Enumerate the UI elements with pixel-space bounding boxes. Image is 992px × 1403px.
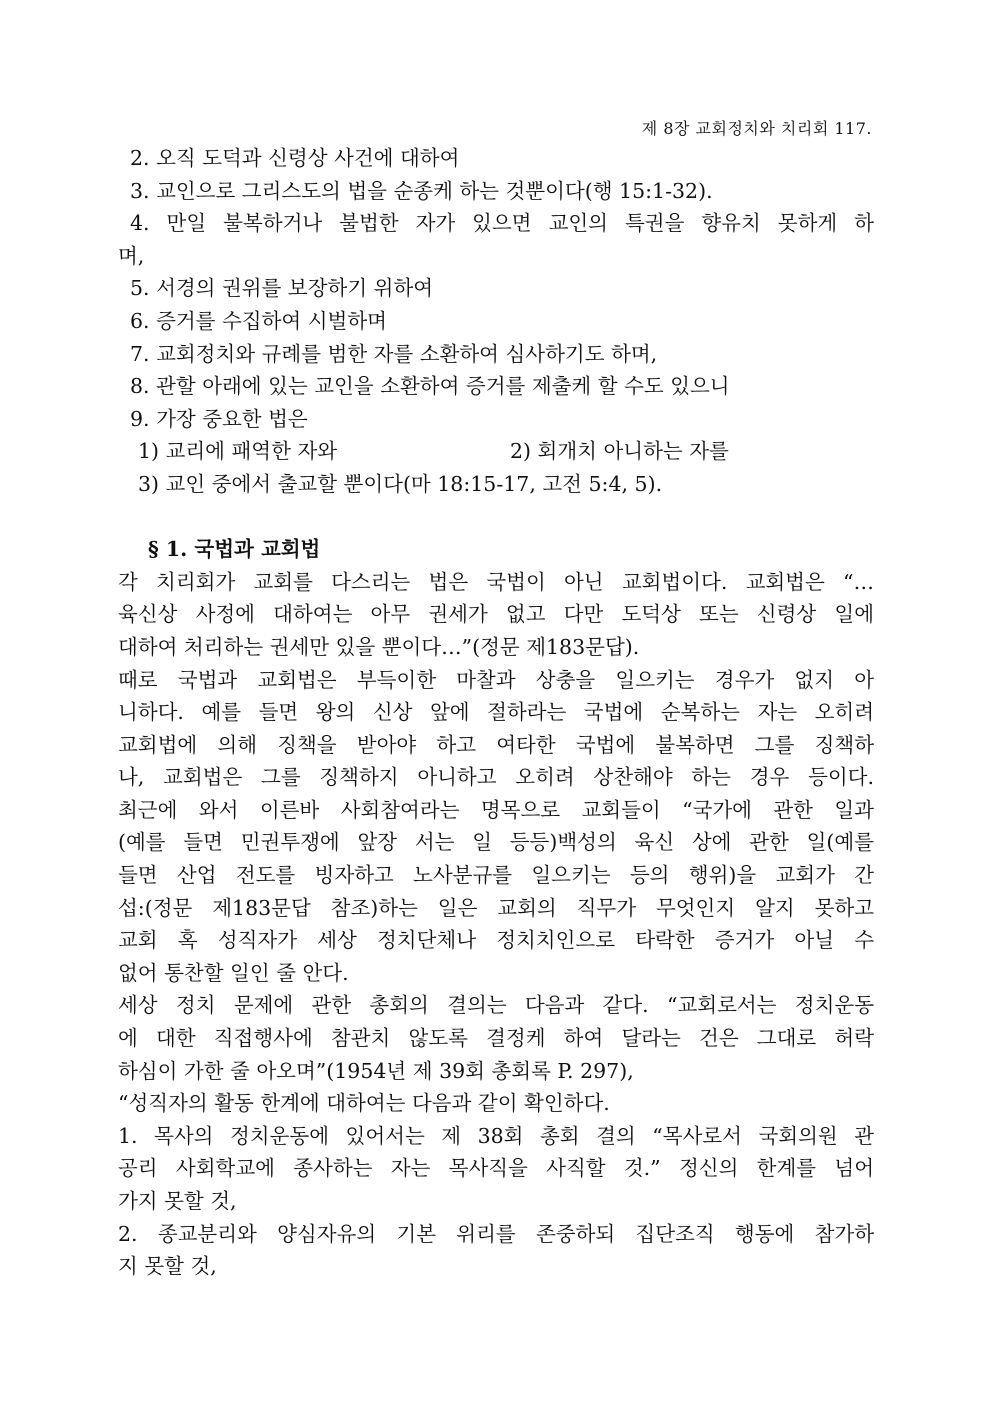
paragraph-line: 지 못할 것, xyxy=(118,1254,217,1279)
list-item: 5. 서경의 권위를 보장하기 위하여 xyxy=(130,276,434,301)
paragraph-line: 교회 혹 성직자가 세상 정치단체나 정치치인으로 타락한 증거가 아닐 수 xyxy=(118,928,874,953)
paragraph-line: 없어 통찬할 일인 줄 안다. xyxy=(118,960,349,985)
sub-item-row xyxy=(118,435,874,468)
paragraph-line: 공리 사회학교에 종사하는 자는 목사직을 사직할 것.” 정신의 한계를 넘어 xyxy=(118,1156,874,1181)
paragraph-line: 육신상 사정에 대하여는 아무 권세가 없고 다만 도덕상 또는 신령상 일에 xyxy=(118,602,874,627)
paragraph-line: 대하여 처리하는 권세만 있을 뿐이다…”(정문 제183문답). xyxy=(118,634,640,659)
body-text xyxy=(118,142,874,1283)
list-item: 3. 교인으로 그리스도의 법을 순종케 하는 것뿐이다(행 15:1-32). xyxy=(130,178,713,203)
paragraph-line: 섭:(정문 제183문답 참조)하는 일은 교회의 직무가 무엇인지 알지 못하고 xyxy=(118,895,874,920)
list-item: 2. 오직 도덕과 신령상 사건에 대하여 xyxy=(130,146,460,170)
paragraph-line: 하심이 가한 줄 아오며”(1954년 제 39회 총회록 P. 297), xyxy=(118,1058,634,1083)
running-header: 제 8장 교회정치와 치리회 117. xyxy=(641,119,872,138)
paragraph-line: “성직자의 활동 한계에 대하여는 다음과 같이 확인하다. xyxy=(118,1091,610,1116)
paragraph-line: 에 대한 직접행사에 참관치 않도록 결정케 하여 달라는 건은 그대로 허락 xyxy=(118,1026,874,1051)
section-heading: § 1. 국법과 교회법 xyxy=(148,537,321,562)
paragraph-line: 1. 목사의 정치운동에 있어서는 제 38회 총회 결의 “목사로서 국회의원 관 xyxy=(118,1123,874,1148)
list-item: 4. 만일 불복하거나 불법한 자가 있으면 교인의 특권을 향유치 못하게 하 xyxy=(130,211,874,236)
paragraph-line: 각 치리회가 교회를 다스리는 법은 국법이 아닌 교회법이다. 교회법은 “… xyxy=(118,569,874,594)
paragraph-line: 들면 산업 전도를 빙자하고 노사분규를 일으키는 등의 행위)을 교회가 간 xyxy=(118,863,874,888)
paragraph-line: 니하다. 예를 들면 왕의 신상 앞에 절하라는 국법에 순복하는 자는 오히려 xyxy=(118,700,874,725)
sub-item: 1) 교리에 패역한 자와 xyxy=(138,439,338,464)
paragraph-line: 2. 종교분리와 양심자유의 기본 위리를 존중하되 집단조직 행동에 참가하 xyxy=(118,1221,874,1246)
list-item: 8. 관할 아래에 있는 교인을 소환하여 증거를 제출케 할 수도 있으니 xyxy=(130,374,730,399)
paragraph-line: 세상 정치 문제에 관한 총회의 결의는 다음과 같다. “교회로서는 정치운동 xyxy=(118,993,874,1018)
sub-item: 3) 교인 중에서 출교할 뿐이다(마 18:15-17, 고전 5:4, 5). xyxy=(138,471,663,496)
paragraph-line: 나, 교회법은 그를 징책하지 아니하고 오히려 상찬해야 하는 경우 등이다. xyxy=(118,765,874,790)
list-item: 7. 교회정치와 규례를 범한 자를 소환하여 심사하기도 하며, xyxy=(130,341,658,366)
paragraph-line: 가지 못할 것, xyxy=(118,1189,237,1213)
list-item: 9. 가장 중요한 법은 xyxy=(130,406,308,431)
section-gap xyxy=(118,501,874,534)
list-item-continuation: 며, xyxy=(118,243,145,268)
paragraph-line: 최근에 와서 이른바 사회참여라는 명목으로 교회들이 “국가에 관한 일과 xyxy=(118,797,874,822)
paragraph-line: 때로 국법과 교회법은 부득이한 마찰과 상충을 일으키는 경우가 없지 아 xyxy=(118,667,874,692)
paragraph-line: (예를 들면 민권투쟁에 앞장 서는 일 등등)백성의 육신 상에 관한 일(예를 xyxy=(118,830,874,855)
paragraph-line: 교회법에 의해 징책을 받아야 하고 여타한 국법에 불복하면 그를 징책하 xyxy=(118,732,874,757)
sub-item: 2) 회개치 아니하는 자를 xyxy=(510,439,729,464)
list-item: 6. 증거를 수집하여 시벌하며 xyxy=(130,308,387,333)
